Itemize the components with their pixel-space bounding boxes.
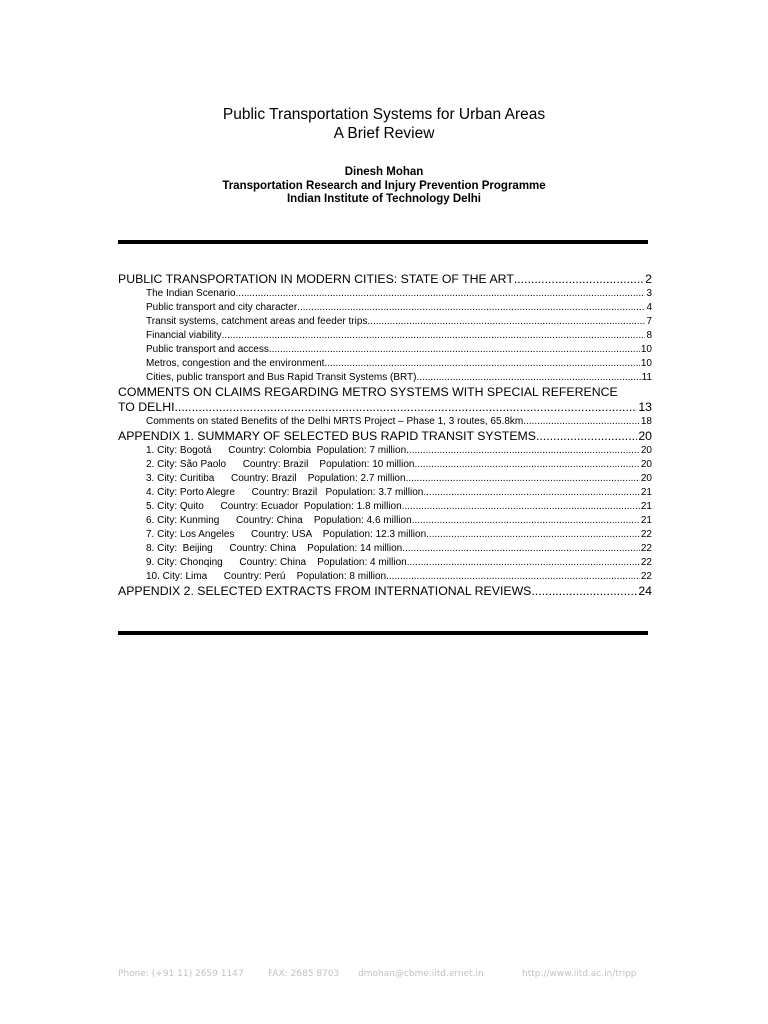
toc-entry[interactable] <box>118 528 652 542</box>
toc-page-number: 4 <box>646 302 652 313</box>
toc-leader <box>536 429 637 444</box>
toc-leader <box>402 500 640 514</box>
toc-leader <box>297 301 645 315</box>
toc-leader <box>236 287 646 301</box>
toc-entry-label: 4. City: Porto Alegre Country: Brazil Population: 3.7 million <box>146 487 424 498</box>
toc-leader <box>423 486 640 500</box>
toc-section-label: PUBLIC TRANSPORTATION IN MODERN CITIES: STATE OF THE ART <box>118 272 514 286</box>
toc-entry-label: 10. City: Lima Country: Perú Population: 8 million <box>146 571 387 582</box>
toc-section[interactable] <box>118 429 652 444</box>
toc-entry[interactable] <box>118 301 652 315</box>
toc-page-number: 22 <box>640 543 652 554</box>
toc-section-label: APPENDIX 1. SUMMARY OF SELECTED BUS RAPID TRANSIT SYSTEMS <box>118 429 536 443</box>
toc-page-number: 8 <box>646 330 652 341</box>
toc-entry-label: Public transport and access <box>146 344 269 355</box>
toc-page-number: 7 <box>646 316 652 327</box>
toc-leader <box>175 400 638 415</box>
toc-section[interactable] <box>118 272 652 287</box>
toc-page-number: 11 <box>641 372 652 383</box>
toc-entry[interactable] <box>118 542 652 556</box>
toc-entry-label: 3. City: Curitiba Country: Brazil Population: 2.7 million <box>146 473 406 484</box>
toc-section-label: TO DELHI <box>118 400 175 414</box>
toc-entry[interactable] <box>118 556 652 570</box>
toc-entry-label: 7. City: Los Angeles Country: USA Population: 12.3 million <box>146 529 427 540</box>
author-programme: Transportation Research and Injury Prevention Programme <box>222 180 546 192</box>
toc-page-number: 13 <box>638 400 652 414</box>
toc-entry-label: Metros, congestion and the environment <box>146 358 325 369</box>
toc-leader <box>426 528 640 542</box>
toc-leader <box>526 415 640 429</box>
toc-leader <box>402 542 640 556</box>
author-institute: Indian Institute of Technology Delhi <box>286 193 481 205</box>
toc-entry-label: 2. City: São Paolo Country: Brazil Population: 10 million <box>146 459 415 470</box>
table-of-contents <box>118 272 652 599</box>
footer-phone: Phone: (+91 11) 2659 1147 <box>118 969 244 979</box>
toc-leader <box>324 357 639 371</box>
bottom-divider <box>118 631 648 635</box>
toc-entry[interactable] <box>118 315 652 329</box>
toc-entry-label: Transit systems, catchment areas and feeder trips <box>146 316 368 327</box>
toc-leader <box>386 570 640 584</box>
toc-leader <box>514 272 644 287</box>
toc-page-number: 20 <box>640 445 652 456</box>
toc-entry[interactable] <box>118 472 652 486</box>
toc-page-number: 22 <box>640 529 652 540</box>
toc-entry[interactable] <box>118 371 652 385</box>
toc-page-number: 2 <box>645 272 652 286</box>
toc-leader <box>416 371 640 385</box>
toc-entry-label: 1. City: Bogotá Country: Colombia Population: 7 million <box>146 445 407 456</box>
toc-section-label: COMMENTS ON CLAIMS REGARDING METRO SYSTEMS WITH SPECIAL REFERENCE <box>118 385 618 399</box>
toc-entry-label: 9. City: Chonqing Country: China Population: 4 million <box>146 557 407 568</box>
toc-entry[interactable] <box>118 486 652 500</box>
toc-page-number: 10 <box>640 344 652 355</box>
toc-page-number: 21 <box>640 487 652 498</box>
toc-entry-label: Cities, public transport and Bus Rapid Transit Systems (BRT) <box>146 372 417 383</box>
toc-page-number: 24 <box>638 584 652 598</box>
toc-entry[interactable] <box>118 357 652 371</box>
author-name: Dinesh Mohan <box>344 166 424 178</box>
toc-entry[interactable] <box>118 570 652 584</box>
toc-entry-label: Public transport and city character <box>146 302 298 313</box>
toc-page-number: 21 <box>640 501 652 512</box>
toc-leader <box>412 514 640 528</box>
toc-page-number: 22 <box>640 571 652 582</box>
toc-entry-label: Financial viability <box>146 330 222 341</box>
toc-page-number: 20 <box>640 459 652 470</box>
toc-entry[interactable] <box>118 329 652 343</box>
toc-page-number: 18 <box>640 416 652 427</box>
toc-page-number: 3 <box>646 288 652 299</box>
toc-leader <box>407 556 640 570</box>
toc-entry[interactable] <box>118 458 652 472</box>
toc-leader <box>222 329 646 343</box>
toc-entry[interactable] <box>118 514 652 528</box>
footer-fax: FAX: 2685 8703 <box>268 969 340 979</box>
toc-section[interactable] <box>118 584 652 599</box>
toc-entry-label: 8. City: Beijing Country: China Population: 14 million <box>146 543 403 554</box>
toc-entry-label: 5. City: Quito Country: Ecuador Population: 1.8 million <box>146 501 402 512</box>
toc-leader <box>406 472 640 486</box>
toc-entry[interactable] <box>118 415 652 429</box>
footer-email[interactable]: dmohan@cbme.iitd.ernet.in <box>358 969 484 979</box>
toc-entry[interactable] <box>118 287 652 301</box>
footer-url[interactable]: http://www.iitd.ac.in/tripp <box>522 969 637 979</box>
toc-page-number: 20 <box>640 473 652 484</box>
toc-entry-label: The Indian Scenario <box>146 288 236 299</box>
toc-leader <box>367 315 645 329</box>
toc-entry-label: Comments on stated Benefits of the Delhi MRTS Project – Phase 1, 3 routes, 65.8km. <box>146 416 526 427</box>
toc-section[interactable] <box>118 400 652 415</box>
toc-leader <box>531 584 637 599</box>
toc-leader <box>406 444 640 458</box>
toc-page-number: 22 <box>640 557 652 568</box>
toc-leader <box>269 343 640 357</box>
toc-entry-label: 6. City: Kunming Country: China Population: 4.6 million <box>146 515 412 526</box>
toc-page-number: 21 <box>640 515 652 526</box>
toc-leader <box>414 458 639 472</box>
toc-page-number: 20 <box>638 429 652 443</box>
toc-entry[interactable] <box>118 343 652 357</box>
toc-entry[interactable] <box>118 500 652 514</box>
toc-page-number: 10 <box>640 358 652 369</box>
toc-section-line[interactable] <box>118 385 652 400</box>
top-divider <box>118 240 648 244</box>
toc-entry[interactable] <box>118 444 652 458</box>
document-subtitle: A Brief Review <box>333 125 435 142</box>
document-title: Public Transportation Systems for Urban Areas <box>222 106 546 123</box>
toc-section-label: APPENDIX 2. SELECTED EXTRACTS FROM INTERNATIONAL REVIEWS <box>118 584 532 598</box>
